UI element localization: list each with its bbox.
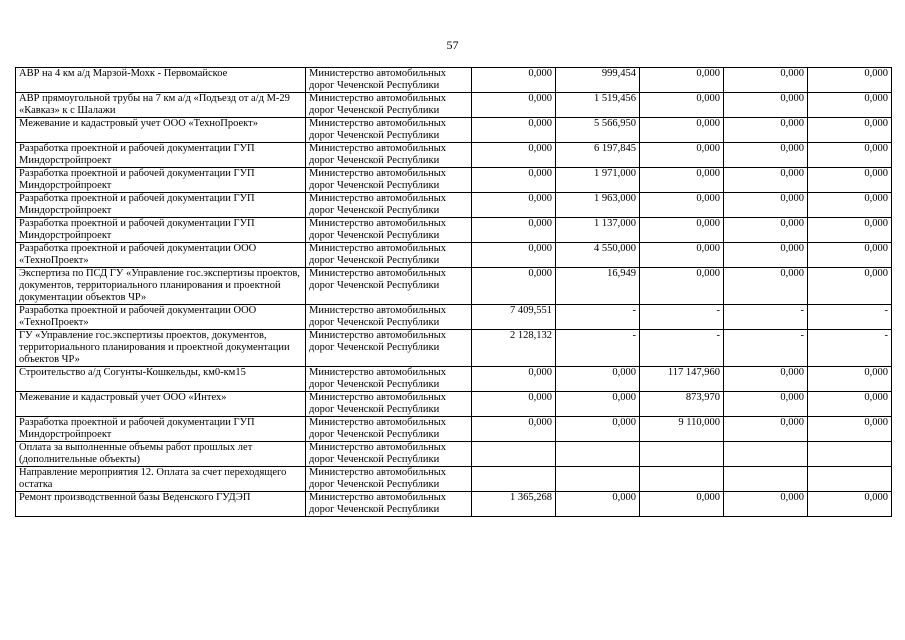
organization-cell: Министерство автомобильных дорог Чеченской Республики: [306, 392, 472, 417]
amount-cell: 117 147,960: [640, 367, 724, 392]
amount-cell: 0,000: [640, 143, 724, 168]
amount-cell: 1 971,000: [556, 168, 640, 193]
amount-cell: -: [724, 305, 808, 330]
table-row: [16, 367, 892, 392]
amount-cell: 0,000: [556, 417, 640, 442]
activity-name-cell: Разработка проектной и рабочей документации ГУП Миндорстройпроект: [16, 193, 306, 218]
table-row: [16, 268, 892, 305]
activity-name-cell: Ремонт производственной базы Веденского ГУДЭП: [16, 492, 306, 517]
amount-cell: 873,970: [640, 392, 724, 417]
table-body: [16, 68, 892, 517]
amount-cell: 0,000: [808, 93, 892, 118]
amount-cell: 0,000: [640, 218, 724, 243]
amount-cell: 0,000: [724, 268, 808, 305]
organization-cell: Министерство автомобильных дорог Чеченской Республики: [306, 243, 472, 268]
organization-cell: Министерство автомобильных дорог Чеченской Республики: [306, 218, 472, 243]
organization-cell: Министерство автомобильных дорог Чеченской Республики: [306, 168, 472, 193]
amount-cell: 0,000: [808, 492, 892, 517]
amount-cell: 1 519,456: [556, 93, 640, 118]
organization-cell: Министерство автомобильных дорог Чеченской Республики: [306, 305, 472, 330]
amount-cell: 0,000: [808, 417, 892, 442]
amount-cell: 0,000: [808, 392, 892, 417]
amount-cell: 0,000: [640, 193, 724, 218]
amount-cell: 5 566,950: [556, 118, 640, 143]
amount-cell: -: [724, 330, 808, 367]
table-row: [16, 93, 892, 118]
activity-name-cell: ГУ «Управление гос.экспертизы проектов, документов, территориального планирования и проектной документации объектов ЧР»: [16, 330, 306, 367]
activity-name-cell: Межевание и кадастровый учет ООО «ТехноПроект»: [16, 118, 306, 143]
table-row: [16, 143, 892, 168]
activity-name-cell: Разработка проектной и рабочей документации ГУП Миндорстройпроект: [16, 417, 306, 442]
activity-name-cell: Межевание и кадастровый учет ООО «Интех»: [16, 392, 306, 417]
organization-cell: Министерство автомобильных дорог Чеченской Республики: [306, 417, 472, 442]
amount-cell: 0,000: [472, 417, 556, 442]
amount-cell: 0,000: [724, 417, 808, 442]
amount-cell: 0,000: [640, 68, 724, 93]
table-row: [16, 118, 892, 143]
amount-cell: 0,000: [724, 193, 808, 218]
amount-cell: 0,000: [472, 367, 556, 392]
table-row: [16, 218, 892, 243]
amount-cell: 0,000: [640, 243, 724, 268]
amount-cell: 0,000: [472, 193, 556, 218]
activity-name-cell: АВР прямоугольной трубы на 7 км а/д «Подъезд от а/д М-29 «Кавказ» к с Шалажи: [16, 93, 306, 118]
table-row: [16, 305, 892, 330]
amount-cell: [724, 467, 808, 492]
table-row: [16, 68, 892, 93]
amount-cell: 0,000: [472, 118, 556, 143]
amount-cell: 0,000: [724, 168, 808, 193]
amount-cell: -: [640, 330, 724, 367]
amount-cell: 0,000: [472, 143, 556, 168]
amount-cell: 0,000: [640, 93, 724, 118]
organization-cell: Министерство автомобильных дорог Чеченской Республики: [306, 193, 472, 218]
amount-cell: 16,949: [556, 268, 640, 305]
activity-name-cell: Разработка проектной и рабочей документации ГУП Миндорстройпроект: [16, 143, 306, 168]
amount-cell: [724, 442, 808, 467]
organization-cell: Министерство автомобильных дорог Чеченской Республики: [306, 467, 472, 492]
amount-cell: 0,000: [808, 143, 892, 168]
table-row: [16, 243, 892, 268]
activity-name-cell: Разработка проектной и рабочей документации ООО «ТехноПроект»: [16, 305, 306, 330]
organization-cell: Министерство автомобильных дорог Чеченской Республики: [306, 118, 472, 143]
amount-cell: 4 550,000: [556, 243, 640, 268]
amount-cell: 0,000: [808, 268, 892, 305]
amount-cell: 0,000: [808, 367, 892, 392]
organization-cell: Министерство автомобильных дорог Чеченской Республики: [306, 268, 472, 305]
amount-cell: 0,000: [556, 492, 640, 517]
amount-cell: 7 409,551: [472, 305, 556, 330]
amount-cell: [640, 442, 724, 467]
amount-cell: 0,000: [808, 218, 892, 243]
amount-cell: 0,000: [808, 243, 892, 268]
amount-cell: 0,000: [724, 218, 808, 243]
amount-cell: 2 128,132: [472, 330, 556, 367]
activity-name-cell: Направление мероприятия 12. Оплата за счет переходящего остатка: [16, 467, 306, 492]
amount-cell: -: [640, 305, 724, 330]
amount-cell: 0,000: [556, 367, 640, 392]
amount-cell: [472, 467, 556, 492]
amount-cell: [640, 467, 724, 492]
table-row: [16, 492, 892, 517]
amount-cell: 0,000: [808, 68, 892, 93]
amount-cell: 0,000: [472, 268, 556, 305]
organization-cell: Министерство автомобильных дорог Чеченской Республики: [306, 330, 472, 367]
amount-cell: 0,000: [640, 268, 724, 305]
amount-cell: 0,000: [640, 492, 724, 517]
amount-cell: 0,000: [808, 168, 892, 193]
amount-cell: [808, 442, 892, 467]
amount-cell: 1 963,000: [556, 193, 640, 218]
organization-cell: Министерство автомобильных дорог Чеченской Республики: [306, 68, 472, 93]
activity-name-cell: Разработка проектной и рабочей документации ГУП Миндорстройпроект: [16, 168, 306, 193]
page-number: 57: [446, 38, 459, 52]
activity-name-cell: АВР на 4 км а/д Марзой-Мохк - Первомайское: [16, 68, 306, 93]
amount-cell: 0,000: [472, 392, 556, 417]
table-row: [16, 392, 892, 417]
amount-cell: [472, 442, 556, 467]
amount-cell: 0,000: [472, 68, 556, 93]
amount-cell: [556, 467, 640, 492]
amount-cell: 6 197,845: [556, 143, 640, 168]
organization-cell: Министерство автомобильных дорог Чеченской Республики: [306, 442, 472, 467]
table-row: [16, 467, 892, 492]
amount-cell: 9 110,000: [640, 417, 724, 442]
amount-cell: 0,000: [724, 392, 808, 417]
table-row: [16, 168, 892, 193]
organization-cell: Министерство автомобильных дорог Чеченской Республики: [306, 143, 472, 168]
amount-cell: 0,000: [808, 193, 892, 218]
amount-cell: 0,000: [724, 492, 808, 517]
table-row: [16, 330, 892, 367]
amount-cell: 0,000: [472, 243, 556, 268]
table-row: [16, 417, 892, 442]
amount-cell: [808, 467, 892, 492]
amount-cell: 0,000: [724, 367, 808, 392]
amount-cell: 0,000: [472, 93, 556, 118]
activity-name-cell: Строительство а/д Согунты-Кошкельды, км0-км15: [16, 367, 306, 392]
amount-cell: 0,000: [640, 168, 724, 193]
amount-cell: -: [556, 330, 640, 367]
amount-cell: 0,000: [724, 243, 808, 268]
table-row: [16, 193, 892, 218]
organization-cell: Министерство автомобильных дорог Чеченской Республики: [306, 93, 472, 118]
amount-cell: 0,000: [472, 218, 556, 243]
amount-cell: 0,000: [724, 93, 808, 118]
amount-cell: 0,000: [556, 392, 640, 417]
activity-name-cell: Экспертиза по ПСД ГУ «Управление гос.экспертизы проектов, документов, территориального планирования и проектной документации объектов ЧР»: [16, 268, 306, 305]
amount-cell: -: [808, 305, 892, 330]
amount-cell: -: [556, 305, 640, 330]
amount-cell: 1 365,268: [472, 492, 556, 517]
amount-cell: 0,000: [724, 118, 808, 143]
organization-cell: Министерство автомобильных дорог Чеченской Республики: [306, 492, 472, 517]
activity-name-cell: Разработка проектной и рабочей документации ООО «ТехноПроект»: [16, 243, 306, 268]
amount-cell: 0,000: [724, 68, 808, 93]
amount-cell: 1 137,000: [556, 218, 640, 243]
activity-name-cell: Оплата за выполненные объемы работ прошлых лет (дополнительные объекты): [16, 442, 306, 467]
amount-cell: [556, 442, 640, 467]
amount-cell: 0,000: [472, 168, 556, 193]
organization-cell: Министерство автомобильных дорог Чеченской Республики: [306, 367, 472, 392]
amount-cell: 0,000: [640, 118, 724, 143]
amount-cell: 0,000: [724, 143, 808, 168]
activity-name-cell: Разработка проектной и рабочей документации ГУП Миндорстройпроект: [16, 218, 306, 243]
budget-table: [15, 67, 892, 517]
table-row: [16, 442, 892, 467]
amount-cell: -: [808, 330, 892, 367]
amount-cell: 0,000: [808, 118, 892, 143]
amount-cell: 999,454: [556, 68, 640, 93]
